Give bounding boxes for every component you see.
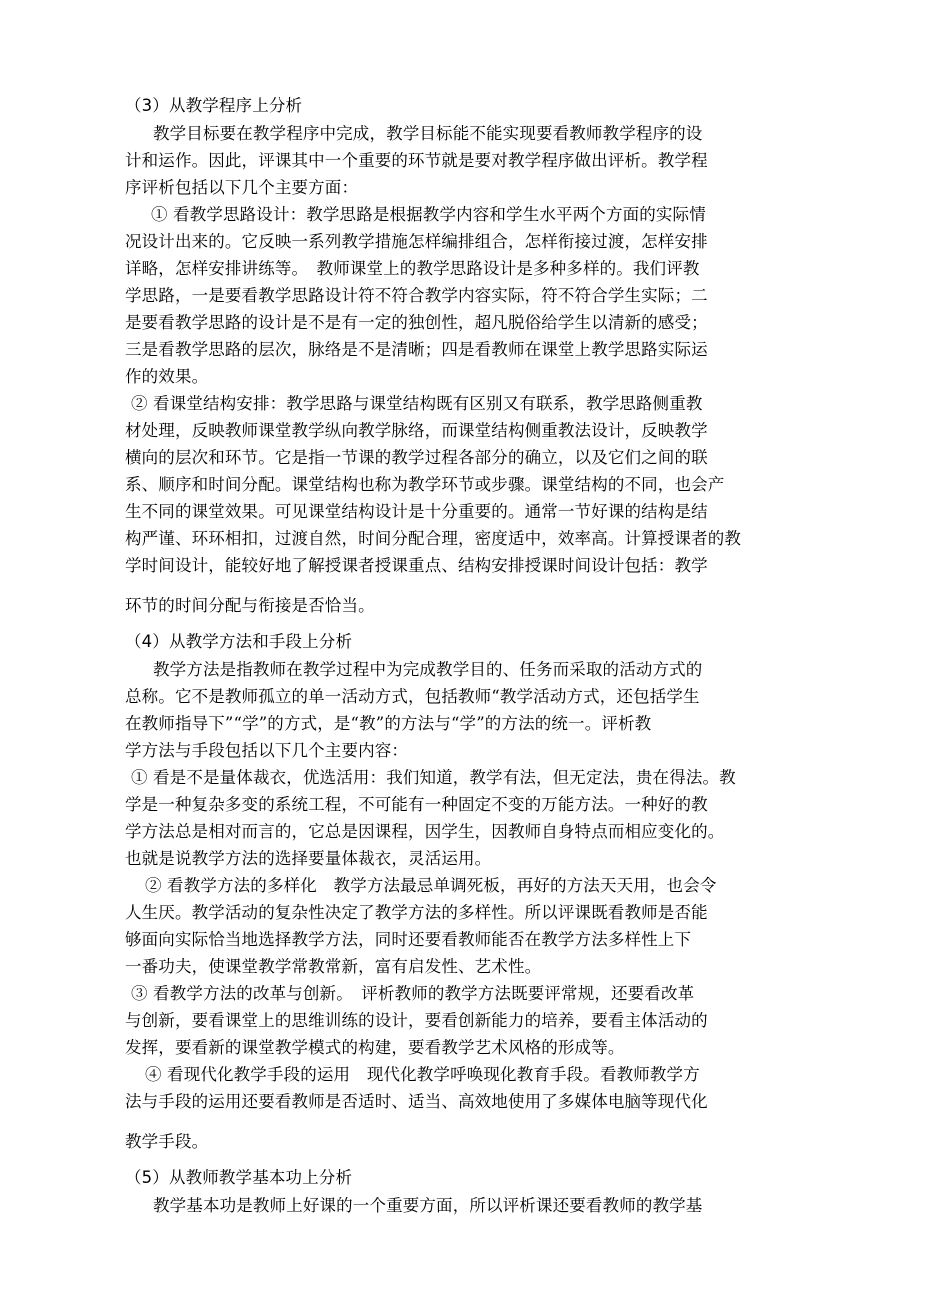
paragraph-line: 发挥，要看新的课堂教学模式的构建，要看教学艺术风格的形成等。 — [125, 1038, 625, 1057]
paragraph-line: 系、顺序和时间分配。课堂结构也称为教学环节或步骤。课堂结构的不同，也会产 — [125, 475, 725, 494]
paragraph-line: 材处理，反映教师课堂教学纵向教学脉络，而课堂结构侧重教法设计，反映教学 — [125, 421, 708, 440]
paragraph-line: 详略，怎样安排讲练等。 教师课堂上的教学思路设计是多种多样的。我们评教 — [125, 259, 700, 278]
paragraph-line: 教学手段。 — [125, 1132, 209, 1151]
paragraph-line: 在教师指导下”“学”的方式，是“教”的方法与“学”的方法的统一。评析教 — [125, 714, 652, 733]
paragraph-line: 学思路，一是要看教学思路设计符不符合教学内容实际，符不符合学生实际；二 — [125, 286, 708, 305]
paragraph-line: 环节的时间分配与衔接是否恰当。 — [125, 596, 375, 615]
paragraph-line: 一番功夫，使课堂教学常教常新，富有启发性、艺术性。 — [125, 957, 542, 976]
paragraph-line: ④ 看现代化教学手段的运用 现代化教学呼唤现化教育手段。看教师教学方 — [145, 1065, 700, 1084]
paragraph-line: ② 看教学方法的多样化 教学方法最忌单调死板，再好的方法天天用，也会令 — [145, 876, 717, 895]
section-heading: （4）从教学方法和手段上分析 — [125, 632, 353, 651]
paragraph-line: 学方法总是相对而言的，它总是因课程，因学生，因教师自身特点而相应变化的。 — [125, 822, 725, 841]
paragraph-line: 法与手段的运用还要看教师是否适时、适当、高效地使用了多媒体电脑等现代化 — [125, 1092, 708, 1111]
paragraph-line: ② 看课堂结构安排：教学思路与课堂结构既有区别又有联系，教学思路侧重教 — [131, 394, 703, 413]
paragraph-line: 也就是说教学方法的选择要量体裁衣，灵活运用。 — [125, 849, 492, 868]
paragraph-line: 作的效果。 — [125, 367, 209, 386]
section-heading: （3）从教学程序上分析 — [125, 96, 303, 115]
section-heading: （5）从教师教学基本功上分析 — [125, 1168, 353, 1187]
paragraph-line: 计和运作。因此，评课其中一个重要的环节就是要对教学程序做出评析。教学程 — [125, 151, 708, 170]
paragraph-line: 人生厌。教学活动的复杂性决定了教学方法的多样性。所以评课既看教师是否能 — [125, 903, 708, 922]
paragraph-line: 教学方法是指教师在教学过程中为完成教学目的、任务而采取的活动方式的 — [153, 660, 703, 679]
paragraph-line: 教学基本功是教师上好课的一个重要方面，所以评析课还要看教师的教学基 — [153, 1196, 703, 1215]
paragraph-line: 学时间设计，能较好地了解授课者授课重点、结构安排授课时间设计包括：教学 — [125, 556, 708, 575]
paragraph-line: 够面向实际恰当地选择教学方法，同时还要看教师能否在教学方法多样性上下 — [125, 930, 692, 949]
paragraph-line: 生不同的课堂效果。可见课堂结构设计是十分重要的。通常一节好课的结构是结 — [125, 502, 708, 521]
paragraph-line: 况设计出来的。它反映一系列教学措施怎样编排组合，怎样衔接过渡，怎样安排 — [125, 232, 708, 251]
paragraph-line: ③ 看教学方法的改革与创新。 评析教师的教学方法既要评常规，还要看改革 — [131, 984, 695, 1003]
paragraph-line: 横向的层次和环节。它是指一节课的教学过程各部分的确立，以及它们之间的联 — [125, 448, 708, 467]
paragraph-line: 是要看教学思路的设计是不是有一定的独创性，超凡脱俗给学生以清新的感受； — [125, 313, 708, 332]
paragraph-line: 构严谨、环环相扣，过渡自然，时间分配合理，密度适中，效率高。计算授课者的教 — [125, 529, 742, 548]
paragraph-line: 教学目标要在教学程序中完成，教学目标能不能实现要看教师教学程序的设 — [153, 124, 703, 143]
paragraph-line: ① 看是不是量体裁衣，优选活用：我们知道，教学有法，但无定法，贵在得法。教 — [131, 768, 736, 787]
paragraph-line: 序评析包括以下几个主要方面： — [125, 178, 359, 197]
paragraph-line: ① 看教学思路设计：教学思路是根据教学内容和学生水平两个方面的实际情 — [151, 205, 706, 224]
paragraph-line: 三是看教学思路的层次，脉络是不是清晰；四是看教师在课堂上教学思路实际运 — [125, 340, 708, 359]
paragraph-line: 学方法与手段包括以下几个主要内容： — [125, 741, 409, 760]
paragraph-line: 与创新，要看课堂上的思维训练的设计，要看创新能力的培养，要看主体活动的 — [125, 1011, 708, 1030]
paragraph-line: 学是一种复杂多变的系统工程，不可能有一种固定不变的万能方法。一种好的教 — [125, 795, 708, 814]
paragraph-line: 总称。它不是教师孤立的单一活动方式，包括教师“教学活动方式，还包括学生 — [125, 687, 700, 706]
